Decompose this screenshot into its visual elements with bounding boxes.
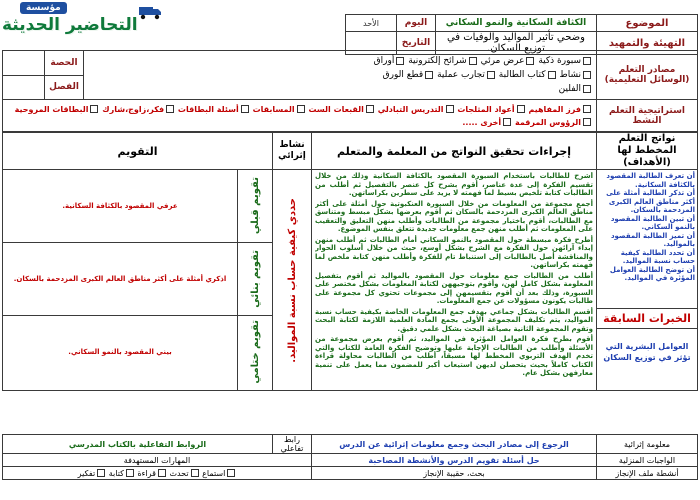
intro-value: وضحي تأثير المواليد والوفيات في توزيع السكان. xyxy=(436,32,597,55)
strategy-item[interactable]: الرؤوس المرقمة xyxy=(515,118,592,127)
procedure-paragraph: أجمع مجموعة من المعلومات من خلال السبورة العنكبوتية حول أمثلة على أكثر مناطق العالم الكبرى المزدحمة بالسكان ثم أقوم بعرضها بشكل مبسط ومتناسق مع الطالبات، أقوم باختيار مجموعة من الطالبات وأطلب منهن التعليق والتعقيب على المعلومات ثم أطلب منهن جمع معلومات جديدة تتعلق بنفس الموضوع. xyxy=(315,199,593,233)
day-label: اليوم xyxy=(397,15,436,32)
subject-label: الموضوع xyxy=(597,15,698,32)
checkbox-icon[interactable] xyxy=(90,105,98,113)
checkbox-icon[interactable] xyxy=(583,71,591,79)
portfolio-label: أنشطة ملف الإنجاز xyxy=(597,467,698,480)
checkbox-icon[interactable] xyxy=(366,105,374,113)
procedure-paragraph: أقسم الطالبات بشكل جماعي بهدف جمع المعلومات الخاصة بكيفية حساب نسبة المواليد، يتم تكليف المجموعة الأولى بجمع المادة العلمية اللازمة لكتابة البحث وتقوم المجموعة الثانية بصياغة البحث بشكل علمي دقيق. xyxy=(315,307,593,333)
procedure-paragraph: أطلب من الطالبات جمع معلومات حول المقصود بالمواليد ثم أقوم بتفصيل المعلومة بشكل كامل لهن، وأقوم بتوجيههن لكتابة المعلومات بشكل مختصر على السبورة، وذلك بعد أن أقوم بتقسيمهن إلى مجموعات تحتوي كل مجموعة على طالبات يكونون مسؤولات عن جمع المعلومات. xyxy=(315,271,593,305)
session-label: الحصة xyxy=(45,51,84,75)
logo-name: التحاضير الحديثة xyxy=(2,15,138,35)
link-label: رابط تفاعلي xyxy=(273,435,312,454)
prior-header: الخبرات السابقة xyxy=(597,309,697,329)
resources-table xyxy=(2,50,698,132)
resources-list xyxy=(84,51,597,100)
strategy-item[interactable]: القبعات الست xyxy=(308,105,374,114)
skill-item[interactable]: تحدث xyxy=(169,469,199,478)
skill-item[interactable]: كتابة xyxy=(109,469,135,478)
activity-column xyxy=(273,170,312,391)
checkbox-icon[interactable] xyxy=(425,71,433,79)
checkbox-icon[interactable] xyxy=(526,57,534,65)
enrich-text: الرجوع إلى مصادر البحث وجمع معلومات إثرائية عن الدرس xyxy=(312,435,597,454)
checkbox-icon[interactable] xyxy=(548,71,556,79)
homework-text: حل أسئلة تقويم الدرس والأنشطة المصاحبة xyxy=(312,454,597,467)
checkbox-icon[interactable] xyxy=(446,105,454,113)
skill-item[interactable]: تفكير xyxy=(78,469,107,478)
resource-activity[interactable]: نشاط xyxy=(559,70,592,80)
class-label: الفصل xyxy=(45,75,84,99)
procedure-paragraph: أشرح للطالبات باستخدام السبورة المقصود بالكثافة السكانية وذلك من خلال تقسيم الفكرة إلى عدة عناصر، أقوم بشرح كل عنصر بالتفصيل ثم أطلب من الطالبات كتابة تلخيص بسيط لما فهمته لا يزيد على سطرين بكراساتهن. xyxy=(315,172,593,197)
strategy-item[interactable]: فكر،زاوج،شارك xyxy=(102,105,175,114)
procedure-paragraph: أطرح فكرة مبسطة حول المقصود بالنمو السكاني أمام الطالبات ثم أطلب منهن إبداء آرائهن حول الفكرة مع الشرح بشكل أوسع، حيث من خلال أسلوب الحوار والمناقشة أصل بالطالبات إلى استنباط تام للفكرة وأطلب منهن كتابة ملخص لما فهمته بكراساتهن. xyxy=(315,235,593,269)
session-value xyxy=(3,51,45,75)
eval-type-pre: تقويم قبلي xyxy=(249,177,261,235)
checkbox-icon[interactable] xyxy=(297,105,305,113)
resource-cork[interactable]: الفلين xyxy=(559,84,592,94)
logo-ribbon: مؤسسة xyxy=(20,2,67,14)
checkbox-icon[interactable] xyxy=(241,105,249,113)
outcomes-list xyxy=(597,170,697,309)
resource-slides[interactable]: شرائح إلكترونية xyxy=(408,56,477,66)
resource-smartboard[interactable]: سبورة ذكية xyxy=(538,56,592,66)
date-label: التاريخ xyxy=(397,32,436,55)
homework-label: الواجبات المنزلية xyxy=(597,454,698,467)
outcomes-column xyxy=(597,170,698,391)
strategy-label: استراتيجية التعلم النشط xyxy=(597,100,698,132)
truck-icon xyxy=(138,4,162,20)
checkbox-icon[interactable] xyxy=(583,118,591,126)
checkbox-icon[interactable] xyxy=(583,105,591,113)
resources-label: مصادر التعلم (الوسائل التعليمية) xyxy=(597,51,698,100)
strategy-item[interactable]: البطاقات المروحية xyxy=(15,105,100,114)
skills-list xyxy=(3,467,312,480)
checkbox-icon[interactable] xyxy=(469,57,477,65)
checkbox-icon[interactable] xyxy=(97,469,105,477)
eval-text-formative: اذكري أمثلة على أكثر مناطق العالم الكبرى المزدحمة بالسكان. xyxy=(3,243,237,316)
resource-papers[interactable]: أوراق xyxy=(374,56,406,66)
subject-value: الكثافة السكانية والنمو السكاني xyxy=(436,15,597,32)
strategies-list xyxy=(3,100,597,132)
strategy-item[interactable]: أخرى ..... xyxy=(462,118,512,127)
interactive-link[interactable]: الروابط التفاعلية بالكتاب المدرسي xyxy=(3,435,273,454)
eval-text-pre: عرفي المقصود بالكثافة السكانية. xyxy=(3,170,237,243)
brand-logo xyxy=(2,2,162,42)
checkbox-icon[interactable] xyxy=(166,105,174,113)
checkbox-icon[interactable] xyxy=(396,57,404,65)
procedures-header: إجراءات تحقيق النواتج من المعلمة والمتعلم xyxy=(312,133,597,170)
checkbox-icon[interactable] xyxy=(487,71,495,79)
strategy-item[interactable]: المسابقات xyxy=(253,105,306,114)
outcome-item: أن توضح الطالبة العوامل المؤثرة في المواليد. xyxy=(609,265,695,282)
activity-header: نشاط إثرائي xyxy=(273,133,312,170)
checkbox-icon[interactable] xyxy=(227,469,235,477)
eval-texts-column xyxy=(3,170,238,391)
strategy-item[interactable]: أعواد المثلجات xyxy=(457,105,525,114)
outcome-item: أن تحدد الطالبة كيفية حساب نسبة المواليد. xyxy=(620,248,695,265)
checkbox-icon[interactable] xyxy=(583,85,591,93)
session-cells xyxy=(3,51,84,100)
resource-paper-pieces[interactable]: قطع الورق xyxy=(383,70,435,80)
outcomes-header-cell xyxy=(597,133,698,170)
strategy-item[interactable]: التدريس التبادلي xyxy=(378,105,455,114)
portfolio-text: بحث، حقيبة الإنجاز xyxy=(312,467,597,480)
outcome-item: أن تبين الطالبة المقصود بالنمو السكاني. xyxy=(610,214,695,231)
strategy-item[interactable]: أسئلة البطاقات xyxy=(178,105,250,114)
enrich-label: معلومة إثرائية xyxy=(597,435,698,454)
eval-text-final: بيني المقصود بالنمو السكاني. xyxy=(68,347,172,356)
skills-label: المهارات المستهدفة xyxy=(3,454,312,467)
checkbox-icon[interactable] xyxy=(191,469,199,477)
intro-label: التهيئة والتمهيد xyxy=(597,32,698,55)
resource-video[interactable]: عرض مرئي xyxy=(481,56,536,66)
footer-table xyxy=(2,434,698,480)
checkbox-icon[interactable] xyxy=(503,118,511,126)
outcome-item: أن تذكر الطالبة أمثلة على أكثر مناطق العالم الكبرى المزدحمة بالسكان. xyxy=(606,189,695,214)
day-value: الأحد xyxy=(346,15,397,32)
prior-text: العوامل البشرية التي تؤثر في توزيع السكان xyxy=(603,342,691,362)
checkbox-icon[interactable] xyxy=(158,469,166,477)
outcome-item: أن تعرف الطالبة المقصود بالكثافة السكانية. xyxy=(606,172,695,189)
class-value xyxy=(3,75,45,99)
checkbox-icon[interactable] xyxy=(517,105,525,113)
activity-text: حددي كيفية حساب نسبة المواليد. xyxy=(286,197,298,363)
main-table xyxy=(2,132,698,391)
eval-types-column xyxy=(238,170,273,391)
skill-item[interactable]: قراءة xyxy=(137,469,166,478)
evaluation-header: التقويم xyxy=(3,133,273,170)
skill-item[interactable]: استماع xyxy=(202,469,236,478)
eval-type-final: تقويم ختامي xyxy=(249,320,261,384)
resource-book[interactable]: كتاب الطالبة xyxy=(499,70,557,80)
checkbox-icon[interactable] xyxy=(583,57,591,65)
outcome-item: أن تميز الطالبة المقصود بالمواليد. xyxy=(610,231,695,248)
strategy-item[interactable]: فرز المفاهيم xyxy=(528,105,592,114)
eval-type-formative: تقويم بنائي xyxy=(249,250,261,308)
checkbox-icon[interactable] xyxy=(126,469,134,477)
resource-experiments[interactable]: تجارب عملية xyxy=(437,70,496,80)
procedure-paragraph: أقوم بطرح فكرة العوامل المؤثرة في المواليد، ثم أقوم بعرض مجموعة من الأسئلة وأطلب من الطالبات الإجابة عليها وتوضيح الفكرة العامة للكتاب والتي تخدم الهدف التربوي المخطط لها مسبقاً، أطلب من الطالبات محاولة قراءة الكتاب كاملاً بحيث يتحصلن لديهن استيعاب أكبر للمضمون مما يعمل على تنمية معارفهن بشكل عام. xyxy=(315,335,593,377)
outcomes-header: نواتج التعلم المخطط لها (الأهداف) xyxy=(617,133,677,168)
procedures-column xyxy=(312,170,597,391)
